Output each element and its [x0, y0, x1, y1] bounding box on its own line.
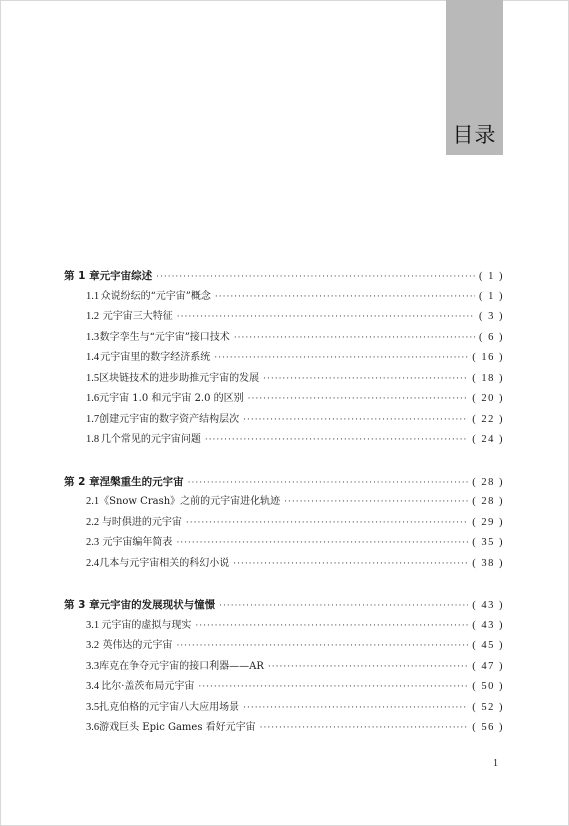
entry-number: 3.6: [86, 722, 100, 733]
entry-title: 元宇宙里的数字经济系统: [100, 352, 211, 363]
entry-title: 众说纷纭的“元宇宙”概念: [100, 290, 211, 302]
entry-title: 英伟达的元宇宙: [102, 640, 173, 651]
dot-leader: [234, 328, 475, 349]
entry-number: 1.6: [86, 393, 100, 404]
entry-title: 扎克伯格的元宇宙八大应用场景: [99, 701, 240, 713]
dot-leader: [248, 389, 469, 410]
entry-number: 第 2 章: [64, 475, 100, 488]
table-of-contents: [64, 266, 504, 760]
dot-leader: [233, 554, 468, 575]
page-title: 目录: [452, 123, 497, 147]
entry-title: 元宇宙三大特征: [102, 311, 173, 322]
entry-page: ( 38 ): [472, 557, 504, 569]
toc-section-entry[interactable]: [64, 677, 504, 698]
entry-page: ( 50 ): [472, 681, 504, 692]
dot-leader: [263, 369, 468, 390]
entry-title: 数字孪生与“元宇宙”接口技术: [99, 331, 230, 343]
title-block: [446, 0, 503, 155]
toc-section-entry[interactable]: [64, 636, 504, 657]
entry-number: 2.1: [86, 496, 100, 507]
entry-title: 比尔·盖茨布局元宇宙: [101, 681, 195, 692]
entry-title: 库克在争夺元宇宙的接口利器——AR: [99, 660, 264, 672]
toc-section-entry[interactable]: [64, 369, 504, 390]
entry-number: 第 3 章: [64, 599, 100, 611]
entry-number: 1.8: [86, 434, 100, 445]
entry-page: ( 22 ): [472, 413, 504, 425]
toc-section-entry[interactable]: [64, 616, 504, 637]
dot-leader: [156, 267, 475, 288]
dot-leader: [260, 718, 469, 739]
entry-title: 几个常见的元宇宙问题: [100, 434, 201, 445]
dot-leader: [284, 492, 468, 513]
toc-section-entry[interactable]: [64, 698, 504, 719]
toc-section-entry[interactable]: [64, 389, 504, 410]
toc-chapter-entry[interactable]: [64, 472, 504, 493]
entry-number: 3.5: [86, 701, 100, 713]
dot-leader: [186, 513, 468, 534]
dot-leader: [243, 698, 468, 719]
entry-number: 2.3: [86, 537, 100, 548]
entry-page: ( 43 ): [472, 600, 504, 611]
entry-title: 区块链技术的进步助推元宇宙的发展: [99, 372, 260, 384]
toc-section-entry[interactable]: [64, 307, 504, 328]
dot-leader: [205, 430, 468, 451]
entry-page: ( 47 ): [472, 660, 504, 672]
toc-section-entry[interactable]: [64, 328, 504, 349]
entry-page: ( 43 ): [472, 619, 504, 631]
entry-title: 与时俱进的元宇宙: [101, 516, 182, 528]
toc-section-entry[interactable]: [64, 533, 504, 554]
entry-page: ( 1 ): [479, 290, 504, 302]
entry-number: 3.2: [86, 640, 100, 651]
entry-title: 游戏巨头 Epic Games 看好元宇宙: [99, 722, 256, 733]
entry-page: ( 35 ): [472, 537, 504, 548]
entry-page: ( 28 ): [472, 496, 504, 507]
entry-number: 1.2: [86, 311, 100, 322]
entry-number: 1.3: [86, 331, 100, 343]
entry-number: 1.1: [86, 290, 100, 302]
dot-leader: [195, 616, 468, 637]
entry-title: 元宇宙综述: [99, 270, 153, 282]
entry-title: 涅槃重生的元宇宙: [99, 475, 184, 488]
dot-leader: [176, 533, 468, 554]
toc-chapter-entry[interactable]: [64, 595, 504, 616]
entry-title: 元宇宙的发展现状与憧憬: [99, 599, 216, 611]
toc-section-entry[interactable]: [64, 657, 504, 678]
dot-leader: [219, 596, 468, 617]
entry-number: 2.2: [86, 516, 100, 528]
entry-number: 3.1: [86, 619, 100, 631]
entry-page: ( 28 ): [472, 476, 504, 488]
dot-leader: [188, 473, 469, 494]
chapter-3: [64, 595, 504, 739]
entry-page: ( 24 ): [472, 434, 504, 445]
page-number: 1: [493, 758, 498, 769]
entry-page: ( 29 ): [472, 516, 504, 528]
chapter-2: [64, 472, 504, 575]
entry-number: 1.7: [86, 413, 100, 425]
dot-leader: [198, 677, 468, 698]
toc-section-entry[interactable]: [64, 492, 504, 513]
toc-chapter-entry[interactable]: [64, 266, 504, 287]
entry-number: 第 1 章: [64, 270, 100, 282]
dot-leader: [243, 410, 468, 431]
entry-page: ( 45 ): [472, 640, 504, 651]
entry-page: ( 1 ): [479, 271, 504, 282]
entry-page: ( 18 ): [472, 372, 504, 384]
toc-section-entry[interactable]: [64, 410, 504, 431]
entry-page: ( 6 ): [479, 331, 504, 343]
entry-number: 1.4: [86, 352, 100, 363]
dot-leader: [214, 348, 468, 369]
toc-section-entry[interactable]: [64, 718, 504, 739]
dot-leader: [176, 636, 468, 657]
chapter-1: [64, 266, 504, 451]
dot-leader: [215, 287, 475, 308]
entry-number: 2.4: [86, 557, 100, 569]
toc-section-entry[interactable]: [64, 348, 504, 369]
entry-title: 元宇宙的虚拟与现实: [101, 619, 192, 631]
entry-title: 《Snow Crash》之前的元宇宙进化轨迹: [99, 496, 281, 507]
entry-number: 1.5: [86, 372, 100, 384]
entry-number: 3.3: [86, 660, 100, 672]
toc-section-entry[interactable]: [64, 513, 504, 534]
toc-section-entry[interactable]: [64, 554, 504, 575]
entry-title: 创建元宇宙的数字资产结构层次: [99, 413, 240, 425]
entry-page: ( 3 ): [479, 311, 504, 322]
entry-title: 几本与元宇宙相关的科幻小说: [99, 557, 230, 569]
toc-section-entry[interactable]: [64, 287, 504, 308]
entry-title: 元宇宙 1.0 和元宇宙 2.0 的区别: [99, 393, 244, 404]
entry-title: 元宇宙编年简表: [102, 537, 173, 548]
entry-page: ( 56 ): [472, 722, 504, 733]
entry-number: 3.4: [86, 681, 100, 692]
entry-page: ( 52 ): [472, 701, 504, 713]
dot-leader: [268, 657, 468, 678]
entry-page: ( 16 ): [472, 352, 504, 363]
toc-section-entry[interactable]: [64, 430, 504, 451]
dot-leader: [177, 307, 475, 328]
entry-page: ( 20 ): [472, 393, 504, 404]
